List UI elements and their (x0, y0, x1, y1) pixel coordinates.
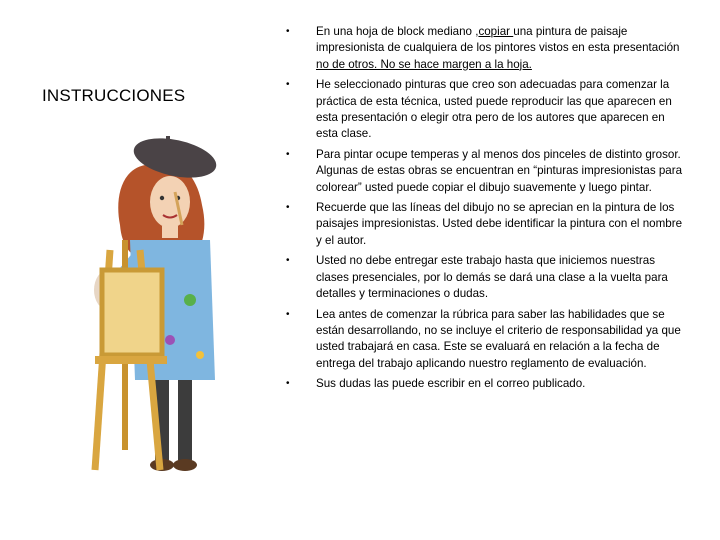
list-item: • Para pintar ocupe temperas y al menos dos pinceles de distinto grosor. Algunas de estas obras se encuentran en “pinturas impresionistas para colorear” usted puede copiar el dibujo suavemente y luego pintar. (286, 147, 683, 194)
painter-illustration (90, 130, 220, 475)
bullet-icon: • (286, 148, 290, 160)
bullet-icon: • (286, 79, 290, 91)
painter-face (150, 176, 190, 228)
bullet-icon: • (286, 26, 290, 37)
bullet-icon: • (286, 255, 290, 267)
list-item: • Lea antes de comenzar la rúbrica para saber las habilidades que se están desarrollando, no se incluye el criterio de responsabilidad ya que usted trabajará en casa. Este se evaluará en relación a la fecha de entrega del trabajo aplicando nuestro reglamento de evaluación. (286, 307, 681, 370)
page-title: INSTRUCCIONES (42, 86, 186, 105)
easel (95, 240, 167, 470)
list-item: • Sus dudas las puede escribir en el correo publicado. (284, 376, 684, 392)
bullet-icon: • (286, 308, 290, 320)
list-item: • Usted no debe entregar este trabajo hasta que iniciemos nuestras clases presenciales, por lo demás se dará una clase a la vuelta para detalles y terminaciones o dudas. (286, 254, 668, 301)
instructions-list (284, 24, 684, 397)
canvas (102, 270, 162, 355)
list-item: • He seleccionado pinturas que creo son adecuadas para comenzar la práctica de esta técnica, usted puede reproducir las que aparecen en esta presentación o elegir otra pero de los autores que aparecen en esta clase. (286, 78, 672, 141)
list-item: • En una hoja de block mediano ,copiar una pintura de paisaje impresionista de cualquiera de los pintores vistos en esta presentación no de otros. No se hace margen a la hoja. (286, 25, 680, 71)
bullet-icon: • (286, 202, 290, 214)
list-item: • Recuerde que las líneas del dibujo no se aprecian en la pintura de los paisajes impresionistas. Usted debe identificar la pintura con el nombre y el autor. (286, 201, 683, 247)
bullet-icon: • (286, 378, 290, 390)
